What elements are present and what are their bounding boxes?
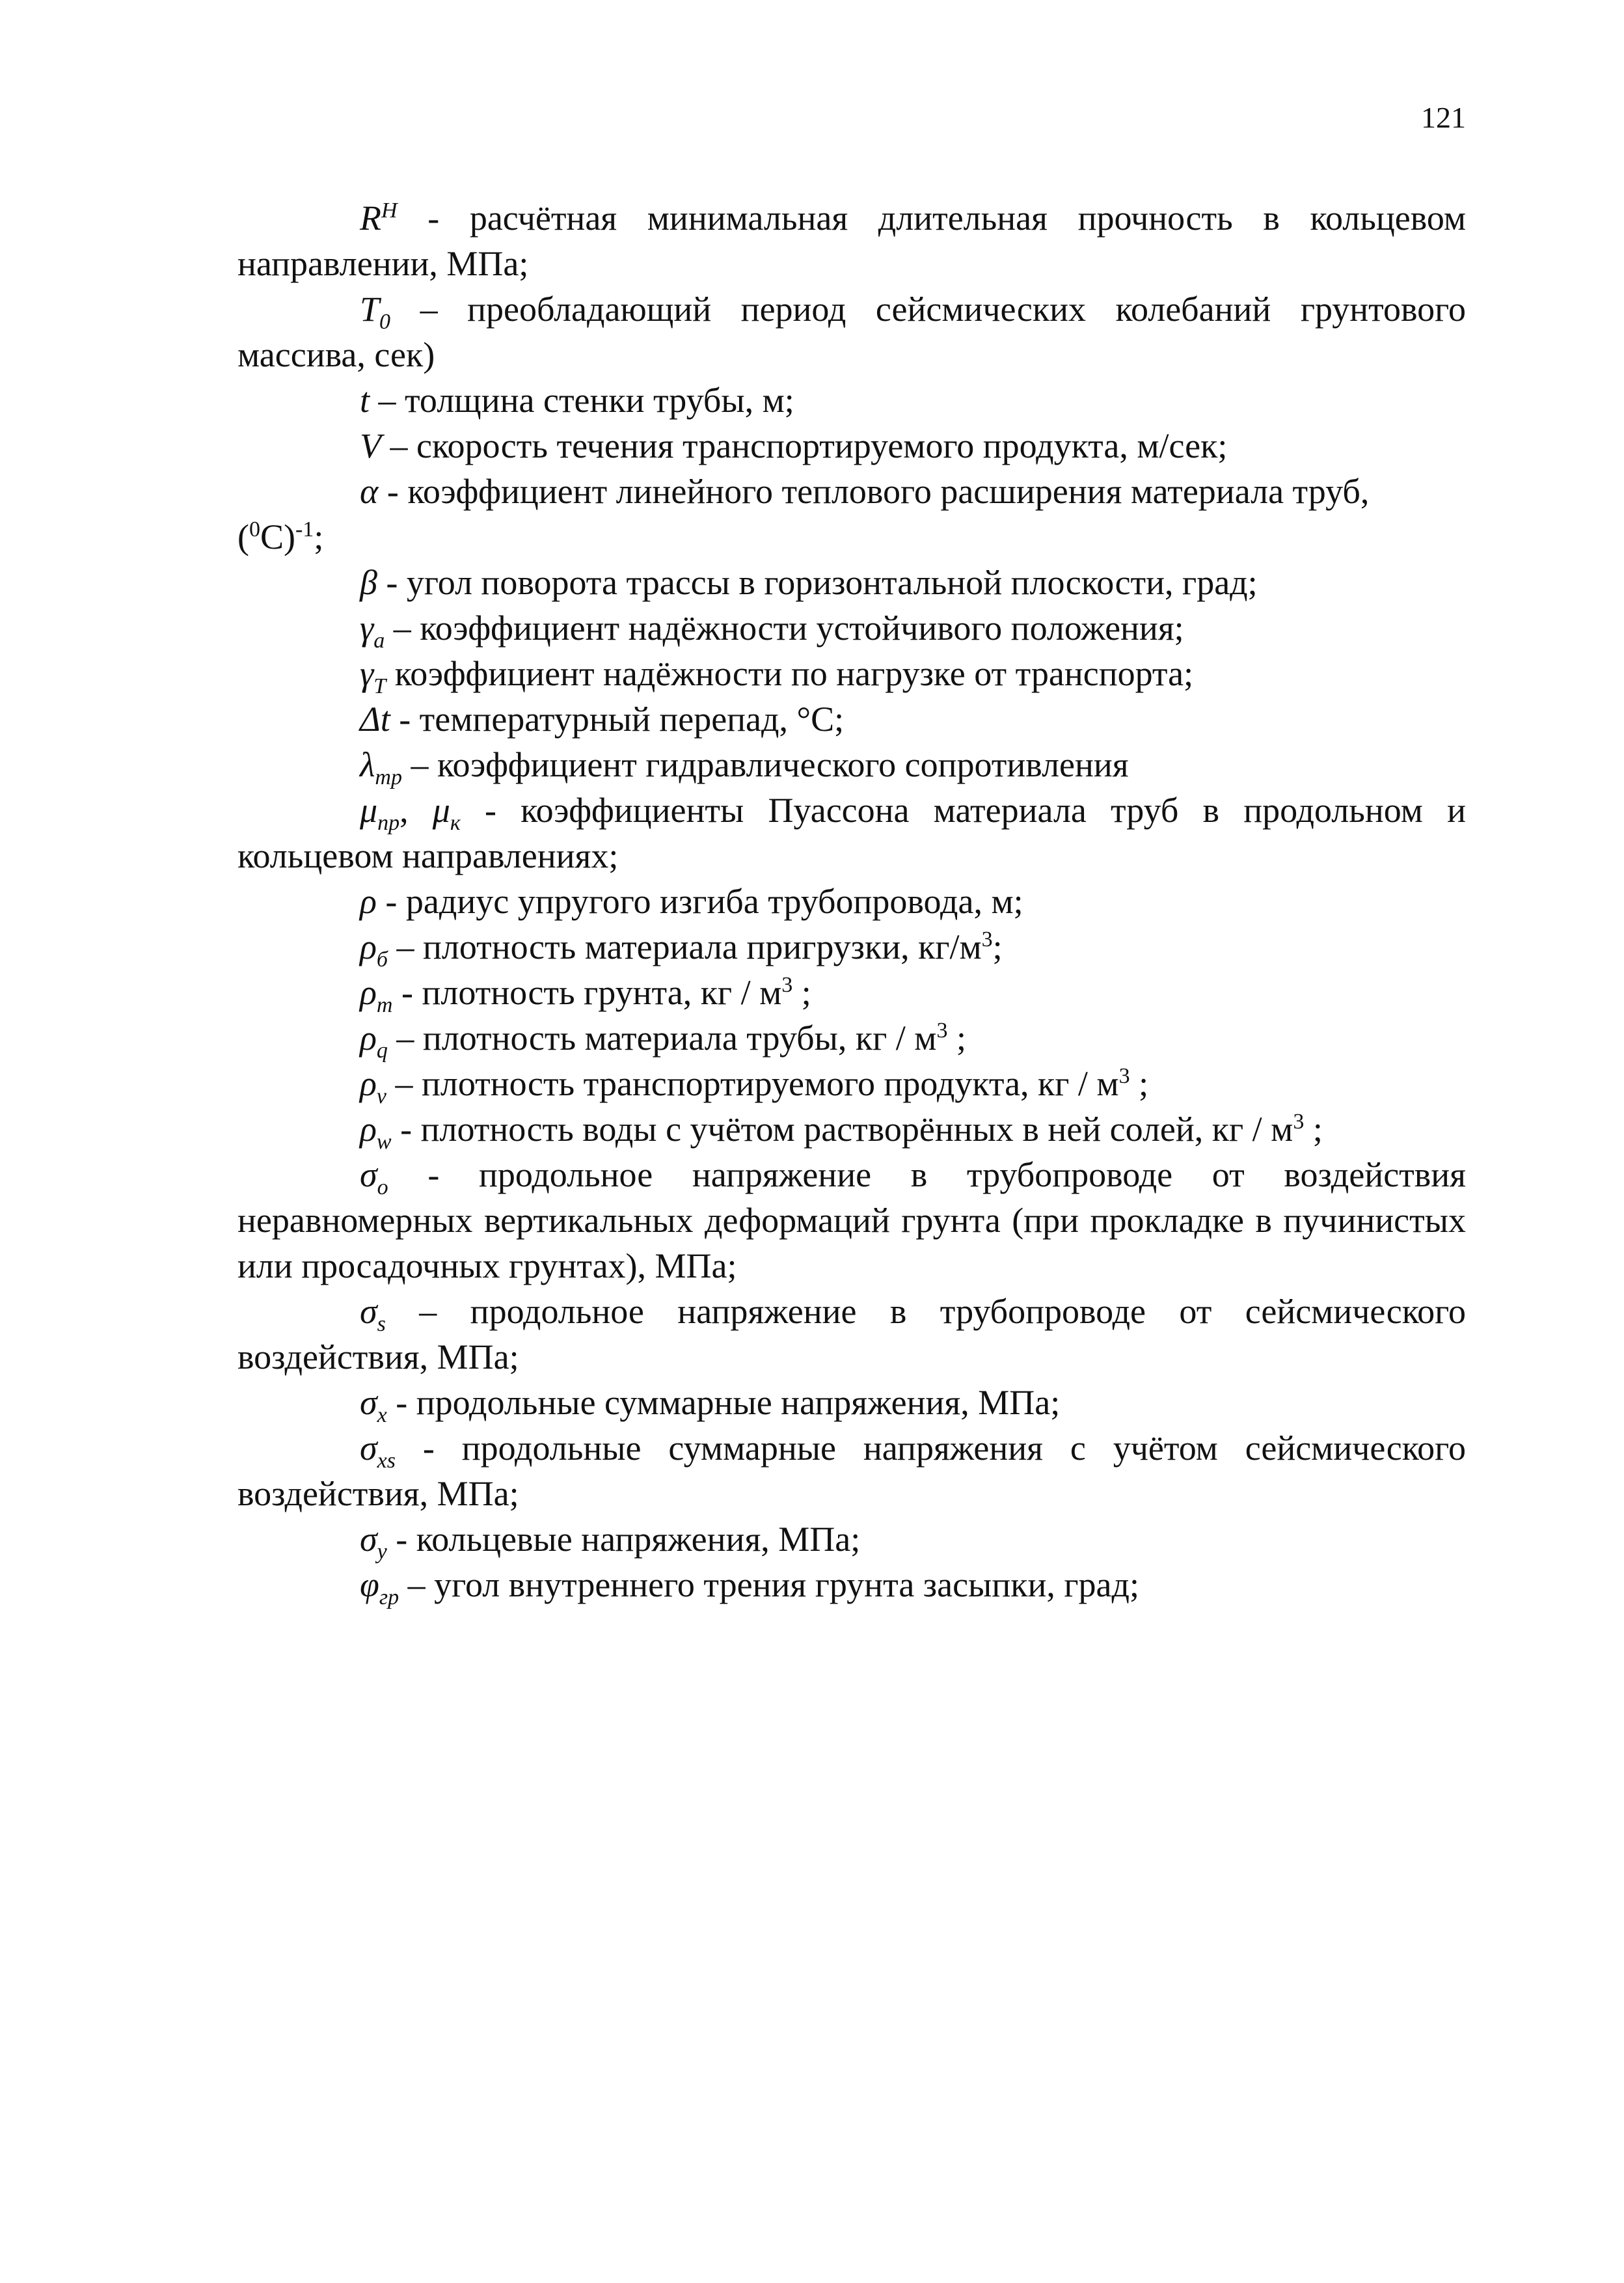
symbol-sigma-o: $\sigma_o$ [360, 1155, 388, 1199]
symbol-lambda: $\lambda_{тр}$ [360, 745, 402, 789]
list-item: $\sigma_o$ - продольное напряжение в трубопроводе от воздействия неравномерных вертикальных деформаций грунта (при прокладке в пучинистых или просадочных грунтах), МПа; [237, 1155, 1466, 1285]
symbol-beta: β [360, 563, 377, 602]
symbol-mu-pr: $\mu_{пр}$ [360, 791, 400, 835]
list-item: $\lambda_{тр}$ – коэффициент гидравлического сопротивления [360, 745, 1129, 789]
symbol-rho-w: $\rho_w$ [360, 1110, 392, 1154]
list-item: β - угол поворота трассы в горизонтальной плоскости, град; [360, 563, 1258, 602]
symbol-r-h: $R^Н$ [360, 198, 398, 238]
list-item: $\gamma_T$ коэффициент надёжности по нагрузке от транспорта; [360, 654, 1194, 698]
symbol-rho: ρ [360, 882, 377, 921]
list-item: $\rho_т$ - плотность грунта, кг / $м^3$ ; [360, 973, 811, 1017]
list-item: $R^Н$ - расчётная минимальная длительная прочность в кольцевом направлении, МПа; [237, 198, 1466, 283]
symbol-rho-t: $\rho_т$ [360, 973, 393, 1017]
symbol-phi-gr: $\varphi_{гр}$ [360, 1565, 399, 1609]
list-item: $\rho_q$ – плотность материала трубы, кг / $м^3$ ; [360, 1018, 966, 1063]
symbol-list [237, 195, 1466, 1607]
list-item: $T_0$ – преобладающий период сейсмических колебаний грунтового массива, сек) [237, 290, 1466, 374]
list-item: t – толщина стенки трубы, м; [360, 381, 794, 420]
list-item: $\sigma_x$ - продольные суммарные напряжения, МПа; [360, 1383, 1061, 1427]
symbol-delta-t: Δt [360, 700, 390, 739]
symbol-t0: $T_0$ [360, 290, 391, 334]
symbol-rho-q: $\rho_q$ [360, 1018, 388, 1063]
symbol-t: t [360, 381, 370, 420]
list-item: $\varphi_{гр}$ – угол внутреннего трения грунта засыпки, град; [360, 1565, 1139, 1609]
symbol-gamma-t: $\gamma_T$ [360, 654, 386, 698]
list-item: α - коэффициент линейного теплового расширения материала труб, [360, 472, 1370, 511]
symbol-rho-b: $\rho_б$ [360, 927, 388, 972]
page-number: 121 [1421, 101, 1466, 134]
list-item: $\mu_{пр}$, $\mu_к$ - коэффициенты Пуассона материала труб в продольном и кольцевом направлениях; [237, 791, 1467, 875]
list-item: V – скорость течения транспортируемого продукта, м/сек; [360, 426, 1228, 465]
symbol-v: V [360, 426, 381, 465]
list-item: $\rho_v$ – плотность транспортируемого продукта, кг / $м^3$ ; [360, 1064, 1149, 1108]
symbol-gamma-a: $\gamma_a$ [360, 608, 385, 653]
symbol-sigma-s: $\sigma_s$ [360, 1292, 386, 1336]
list-item: ρ - радиус упругого изгиба трубопровода, м; [360, 882, 1023, 921]
symbol-sigma-xs: $\sigma_{xs}$ [360, 1429, 396, 1473]
symbol-sigma-y: $\sigma_y$ [360, 1520, 387, 1564]
symbol-alpha: α [360, 472, 379, 511]
symbol-sigma-x: $\sigma_x$ [360, 1383, 387, 1427]
alpha-unit: $(^0C)^{-1}$; [237, 517, 324, 556]
list-item: Δt - температурный перепад, °С; [360, 700, 845, 739]
symbol-rho-v: $\rho_v$ [360, 1064, 387, 1108]
list-item: $\rho_w$ - плотность воды с учётом растворённых в ней солей, кг / $м^3$ ; [360, 1110, 1323, 1154]
list-item: $\sigma_s$ – продольное напряжение в трубопроводе от сейсмического воздействия, МПа; [237, 1292, 1466, 1376]
symbol-mu-k: $\mu_к$ [432, 791, 461, 835]
list-item: $\gamma_a$ – коэффициент надёжности устойчивого положения; [360, 608, 1184, 653]
list-item: $\sigma_{xs}$ - продольные суммарные напряжения с учётом сейсмического воздействия, МПа; [237, 1429, 1466, 1513]
list-item: $\sigma_y$ - кольцевые напряжения, МПа; [360, 1520, 861, 1564]
list-item: $\rho_б$ – плотность материала пригрузки, $кг/м^3$; [360, 927, 1003, 972]
